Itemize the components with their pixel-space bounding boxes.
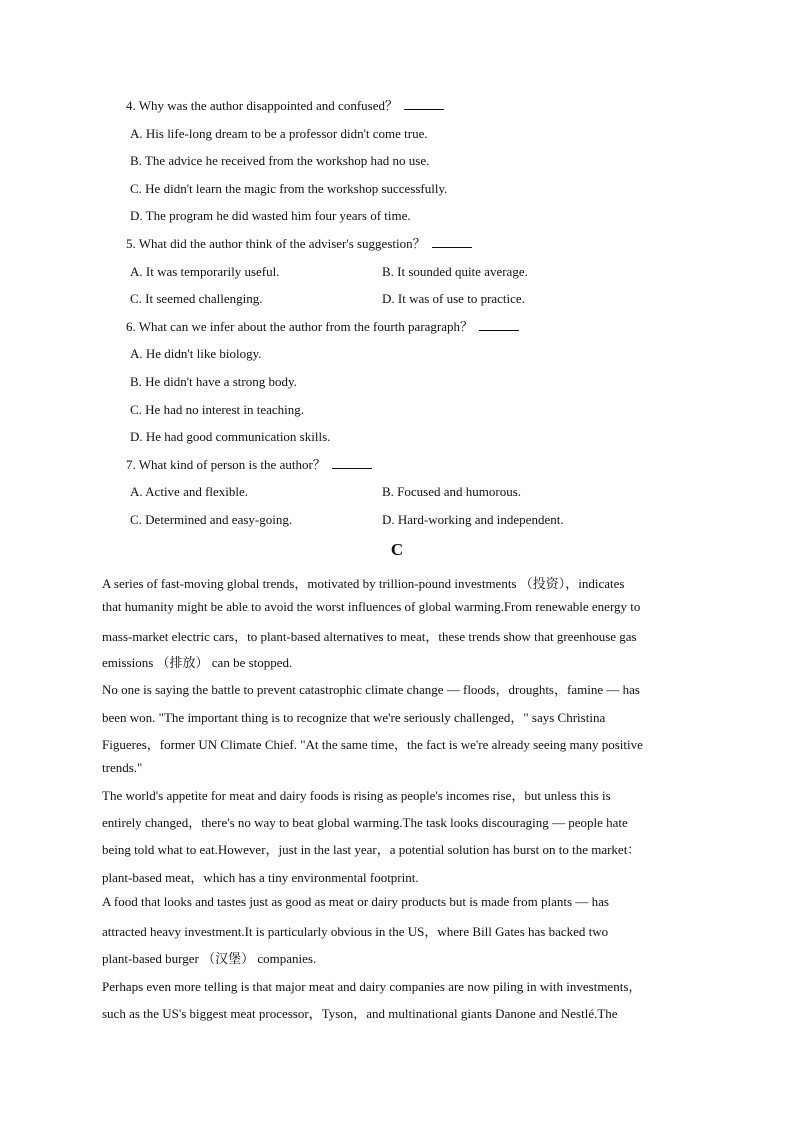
answer-blank[interactable] (404, 98, 444, 110)
passage-line: A food that looks and tastes just as good as meat or dairy products but is made from plants — has (102, 894, 609, 909)
question-6-option-d: D. He had good communication skills. (130, 429, 331, 444)
question-5-stem (126, 236, 472, 252)
passage-line: that humanity might be able to avoid the worst influences of global warming.From renewable energy to (102, 599, 641, 614)
question-7-text: 7. What kind of person is the author？ (126, 457, 326, 472)
question-5-text: 5. What did the author think of the adviser's suggestion？ (126, 236, 426, 251)
question-6-option-b: B. He didn't have a strong body. (130, 374, 297, 389)
question-7-option-d: D. Hard-working and independent. (382, 512, 564, 527)
passage-line: plant-based meat，which has a tiny environmental footprint. (102, 870, 419, 885)
question-4-stem (126, 98, 444, 114)
question-7-option-c: C. Determined and easy-going. (130, 512, 293, 527)
question-4-option-d: D. The program he did wasted him four years of time. (130, 208, 411, 223)
passage-line: Figueres，former UN Climate Chief. "At the same time，the fact is we're already seeing many positive (102, 737, 643, 752)
question-5-option-d: D. It was of use to practice. (382, 291, 525, 306)
passage-line: trends." (102, 760, 143, 775)
passage-line: No one is saying the battle to prevent catastrophic climate change — floods，droughts，famine — has (102, 682, 640, 697)
question-5-option-b: B. It sounded quite average. (382, 264, 528, 279)
question-6-stem (126, 319, 519, 335)
question-6-text: 6. What can we infer about the author from the fourth paragraph？ (126, 319, 474, 334)
answer-blank[interactable] (332, 457, 372, 469)
section-heading: C (390, 540, 404, 559)
answer-blank[interactable] (432, 236, 472, 248)
question-4-option-b: B. The advice he received from the workshop had no use. (130, 153, 430, 168)
passage-line: The world's appetite for meat and dairy foods is rising as people's incomes rise，but unless this is (102, 788, 611, 803)
passage-line: plant-based burger （汉堡） companies. (102, 951, 317, 966)
passage-line: attracted heavy investment.It is particularly obvious in the US，where Bill Gates has backed two (102, 924, 609, 939)
question-7-option-a: A. Active and flexible. (130, 484, 249, 499)
answer-blank[interactable] (479, 319, 519, 331)
passage-line: A series of fast-moving global trends，motivated by trillion-pound investments （投资），indicates (102, 576, 625, 591)
question-4-option-a: A. His life-long dream to be a professor didn't come true. (130, 126, 428, 141)
question-6-option-a: A. He didn't like biology. (130, 346, 262, 361)
passage-line: mass-market electric cars，to plant-based alternatives to meat，these trends show that greenhouse gas (102, 629, 637, 644)
passage-line: Perhaps even more telling is that major meat and dairy companies are now piling in with investments， (102, 979, 642, 994)
passage-line: being told what to eat.However，just in the last year，a potential solution has burst on to the market： (102, 842, 641, 857)
question-4-option-c: C. He didn't learn the magic from the workshop successfully. (130, 181, 448, 196)
passage-line: been won. "The important thing is to recognize that we're seriously challenged，" says Christina (102, 710, 606, 725)
passage-line: emissions （排放） can be stopped. (102, 655, 293, 670)
question-5-option-c: C. It seemed challenging. (130, 291, 263, 306)
question-7-stem (126, 457, 372, 473)
question-5-option-a: A. It was temporarily useful. (130, 264, 280, 279)
passage-line: entirely changed，there's no way to beat global warming.The task looks discouraging — people hate (102, 815, 628, 830)
question-4-text: 4. Why was the author disappointed and confused？ (126, 98, 398, 113)
question-7-option-b: B. Focused and humorous. (382, 484, 522, 499)
question-6-option-c: C. He had no interest in teaching. (130, 402, 305, 417)
passage-line: such as the US's biggest meat processor，Tyson，and multinational giants Danone and Nestlé.The (102, 1006, 618, 1021)
